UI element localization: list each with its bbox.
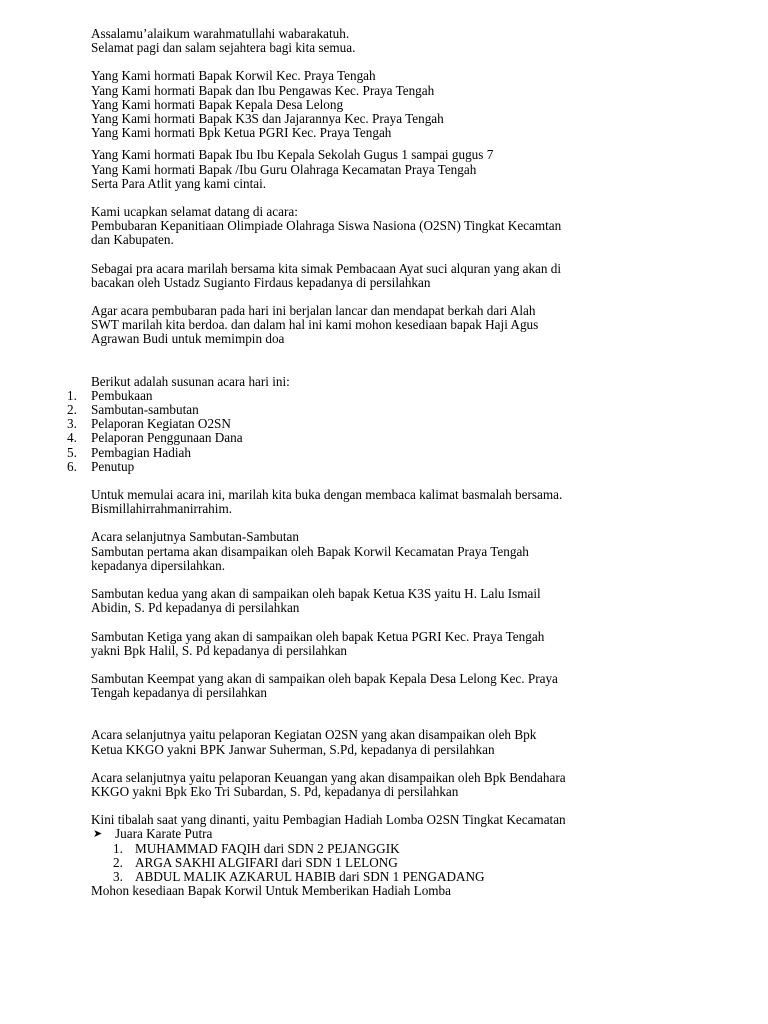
- agenda-list: [67, 387, 691, 474]
- agenda-item: 3. Pelaporan Kegiatan O2SN: [67, 416, 231, 432]
- speech1-line-1: Acara selanjutnya Sambutan-Sambutan: [91, 529, 300, 545]
- honor-line-8: Serta Para Atlit yang kami cintai.: [91, 175, 267, 191]
- report2-line-1: Acara selanjutnya yaitu pelaporan Keuangan yang akan disampaikan oleh Bpk Bendahara: [91, 769, 566, 785]
- prayer-line-2: SWT marilah kita berdoa. dan dalam hal ini kami mohon kesediaan bapak Haji Agus: [91, 317, 539, 333]
- honor-line-3: Yang Kami hormati Bapak Kepala Desa Lelong: [91, 96, 344, 112]
- quran-line-1: Sebagai pra acara marilah bersama kita simak Pembacaan Ayat suci alquran yang akan di: [91, 260, 562, 276]
- welcome-line-3: dan Kabupaten.: [91, 232, 174, 248]
- speech4-line-1: Sambutan Keempat yang akan di sampaikan oleh bapak Kepala Desa Lelong Kec. Praya: [91, 670, 558, 686]
- category-item: [91, 827, 691, 841]
- speech3-line-1: Sambutan Ketiga yang akan di sampaikan oleh bapak Ketua PGRI Kec. Praya Tengah: [91, 628, 545, 644]
- winner-item: 1. MUHAMMAD FAQIH dari SDN 2 PEJANGGIK: [113, 840, 400, 856]
- prizes-intro: Kini tibalah saat yang dinanti, yaitu Pembagian Hadiah Lomba O2SN Tingkat Kecamatan: [91, 812, 566, 828]
- honor-line-2: Yang Kami hormati Bapak dan Ibu Pengawas Kec. Praya Tengah: [91, 82, 435, 98]
- opening-line-1: Untuk memulai acara ini, marilah kita buka dengan membaca kalimat basmalah bersama.: [91, 487, 563, 503]
- welcome-line-1: Kami ucapkan selamat datang di acara:: [91, 204, 298, 220]
- prayer-line-1: Agar acara pembubaran pada hari ini berjalan lancar dan mendapat berkah dari Alah: [91, 303, 536, 319]
- agenda-item: 5. Pembagian Hadiah: [67, 444, 191, 460]
- welcome-line-2: Pembubaran Kepanitiaan Olimpiade Olahraga Siswa Nasiona (O2SN) Tingkat Kecamtan: [91, 218, 562, 234]
- report2-line-2: KKGO yakni Bpk Eko Tri Subardan, S. Pd, kepadanya di persilahkan: [91, 783, 459, 799]
- winner-item: 3. ABDUL MALIK AZKARUL HABIB dari SDN 1 PENGADANG: [113, 868, 485, 884]
- document-page: [67, 26, 691, 899]
- speech2-line-1: Sambutan kedua yang akan di sampaikan oleh bapak Ketua K3S yaitu H. Lalu Ismail: [91, 586, 541, 602]
- prayer-line-3: Agrawan Budi untuk memimpin doa: [91, 331, 285, 347]
- honor-line-1: Yang Kami hormati Bapak Korwil Kec. Praya Tengah: [91, 68, 376, 84]
- report1-line-1: Acara selanjutnya yaitu pelaporan Kegiatan O2SN yang akan disampaikan oleh Bpk: [91, 727, 537, 743]
- agenda-intro: Berikut adalah susunan acara hari ini:: [91, 373, 290, 389]
- speech4-line-2: Tengah kepadanya di persilahkan: [91, 685, 267, 701]
- speech1-line-2: Sambutan pertama akan disampaikan oleh Bapak Korwil Kecamatan Praya Tengah: [91, 543, 529, 559]
- category-label: Juara Karate Putra: [115, 826, 213, 842]
- winner-item: 2. ARGA SAKHI ALGIFARI dari SDN 1 LELONG: [113, 854, 398, 870]
- greeting-line-2: Selamat pagi dan salam sejahtera bagi kita semua.: [91, 40, 356, 56]
- agenda-item: 1. Pembukaan: [67, 387, 153, 403]
- winners-list: [91, 842, 691, 885]
- closing-request: Mohon kesediaan Bapak Korwil Untuk Memberikan Hadiah Lomba: [91, 883, 452, 899]
- agenda-item: 2. Sambutan-sambutan: [67, 402, 199, 418]
- arrowhead-bullet-icon: ➤: [93, 827, 103, 841]
- honor-line-7: Yang Kami hormati Bapak /Ibu Guru Olahraga Kecamatan Praya Tengah: [91, 161, 477, 177]
- agenda-item: 6. Penutup: [67, 458, 135, 474]
- honor-line-4: Yang Kami hormati Bapak K3S dan Jajarannya Kec. Praya Tengah: [91, 111, 444, 127]
- speech3-line-2: yakni Bpk Halil, S. Pd kepadanya di persilahkan: [91, 642, 348, 658]
- agenda-item: 4. Pelaporan Penggunaan Dana: [67, 430, 243, 446]
- speech2-line-2: Abidin, S. Pd kepadanya di persilahkan: [91, 600, 300, 616]
- opening-line-2: Bismillahirrahmanirrahim.: [91, 501, 232, 517]
- quran-line-2: bacakan oleh Ustadz Sugianto Firdaus kepadanya di persilahkan: [91, 274, 431, 290]
- honor-line-5: Yang Kami hormati Bpk Ketua PGRI Kec. Praya Tengah: [91, 125, 392, 141]
- greeting-line-1: Assalamu’alaikum warahmatullahi wabarakatuh.: [91, 26, 350, 41]
- report1-line-2: Ketua KKGO yakni BPK Janwar Suherman, S.Pd, kepadanya di persilahkan: [91, 741, 495, 757]
- honor-line-6: Yang Kami hormati Bapak Ibu Ibu Kepala Sekolah Gugus 1 sampai gugus 7: [91, 147, 494, 163]
- speech1-line-3: kepadanya dipersilahkan.: [91, 557, 226, 573]
